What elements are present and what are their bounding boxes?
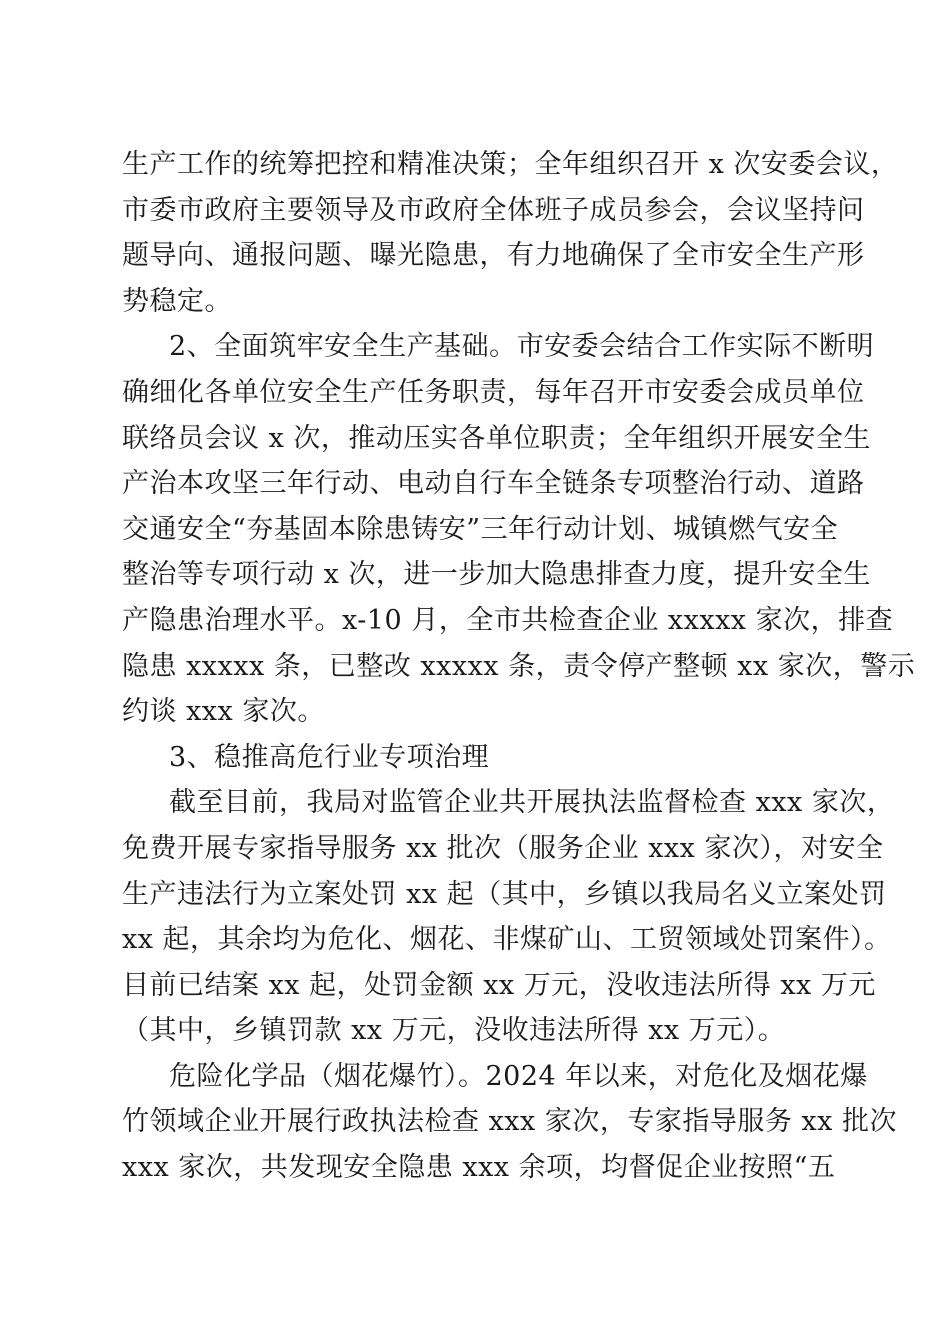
text-line: （其中，乡镇罚款 xx 万元，没收违法所得 xx 万元）。	[122, 1015, 786, 1047]
text-line: 市委市政府主要领导及市政府全体班子成员参会，会议坚持问	[122, 194, 865, 226]
text-line: 交通安全“夯基固本除患铸安”三年行动计划、城镇燃气安全	[122, 513, 839, 545]
text-line: 目前已结案 xx 起，处罚金额 xx 万元，没收违法所得 xx 万元	[122, 969, 876, 1001]
text-line: 联络员会议 x 次，推动压实各单位职责；全年组织开展安全生	[122, 422, 871, 454]
text-line: xxx 家次，共发现安全隐患 xxx 余项，均督促企业按照“五	[122, 1152, 836, 1184]
section-heading: 3、稳推高危行业专项治理	[169, 741, 490, 773]
text-line: 截至目前，我局对监管企业共开展执法监督检查 xxx 家次，	[169, 787, 895, 819]
text-line: 竹领域企业开展行政执法检查 xxx 家次，专家指导服务 xx 批次	[122, 1106, 897, 1138]
text-line: 危险化学品（烟花爆竹）。2024 年以来，对危化及烟花爆	[169, 1060, 868, 1092]
text-line: 产隐患治理水平。x-10 月，全市共检查企业 xxxxx 家次，排查	[122, 604, 894, 636]
text-line: xx 起，其余均为危化、烟花、非煤矿山、工贸领域处罚案件）。	[122, 924, 892, 956]
text-line: 2、全面筑牢安全生产基础。市安委会结合工作实际不断明	[169, 331, 875, 363]
text-line: 题导向、通报问题、曝光隐患，有力地确保了全市安全生产形	[122, 240, 865, 272]
text-line: 产治本攻坚三年行动、电动自行车全链条专项整治行动、道路	[122, 468, 865, 500]
text-line: 约谈 xxx 家次。	[122, 696, 325, 728]
text-line: 生产工作的统筹把控和精准决策；全年组织召开 x 次安委会议，	[122, 149, 899, 180]
text-line: 免费开展专家指导服务 xx 批次（服务企业 xxx 家次），对安全	[122, 832, 884, 864]
text-line: 生产违法行为立案处罚 xx 起（其中，乡镇以我局名义立案处罚	[122, 878, 887, 910]
text-line: 势稳定。	[122, 285, 232, 317]
text-line: 确细化各单位安全生产任务职责，每年召开市安委会成员单位	[122, 376, 865, 408]
document-body	[122, 142, 916, 1191]
text-line: 隐患 xxxxx 条，已整改 xxxxx 条，责令停产整顿 xx 家次，警示	[122, 650, 916, 682]
text-line: 整治等专项行动 x 次，进一步加大隐患排查力度，提升安全生	[122, 559, 871, 591]
